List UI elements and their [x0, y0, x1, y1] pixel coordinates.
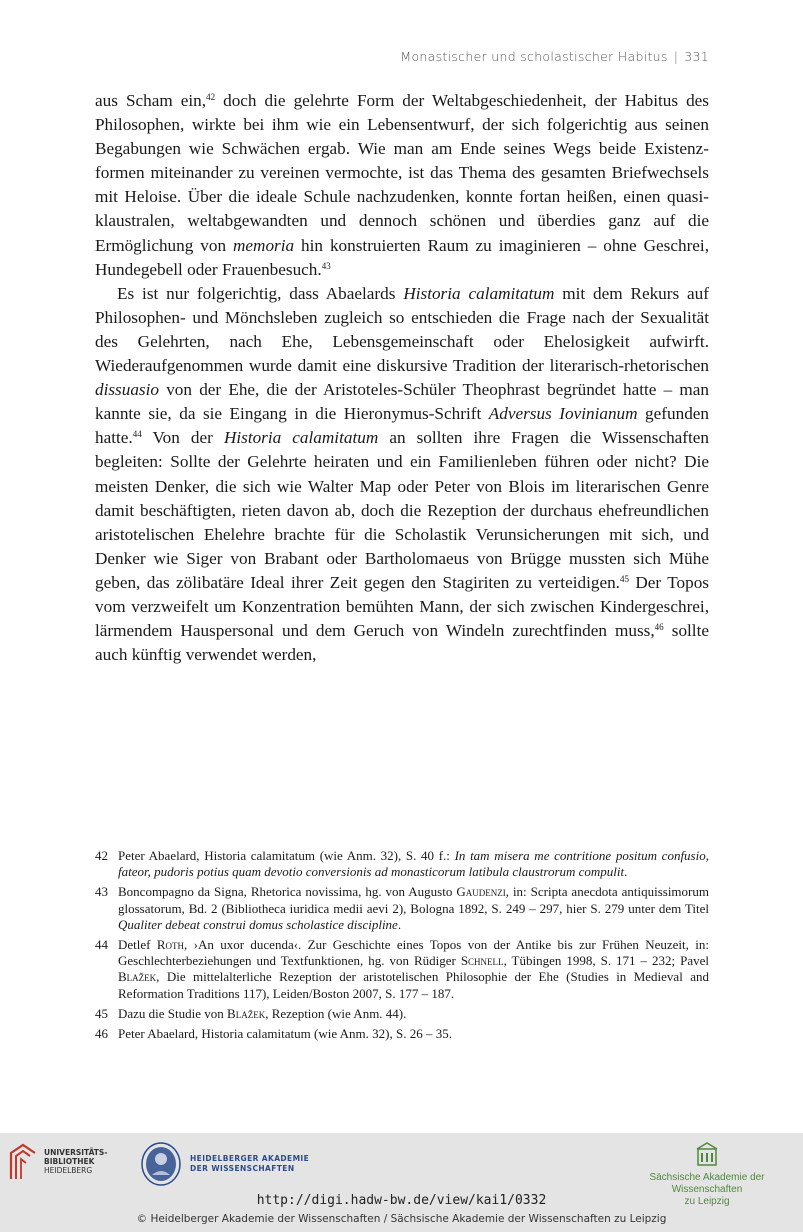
text-run: von der Ehe, die der Aristoteles-Schüler Theophrast begründet hatte – man kannte sie, da sie Eingang in die Hieronymus-Schrift — [95, 380, 709, 424]
text-run: Es ist nur folgerichtig, dass Abaelards — [117, 283, 404, 303]
text-run: gefunden hatte. — [95, 404, 710, 448]
footnote-ref-44[interactable]: 44 — [132, 429, 142, 440]
italic-term: dissuasio — [95, 380, 159, 400]
text-run: aus Scham ein, — [95, 91, 207, 110]
footnote-text: Peter Abaelard, Historia calamitatum (wie Anm. 32), S. 26 – 35. — [118, 1026, 452, 1042]
hadw-seal-icon — [140, 1141, 182, 1187]
text-run: an sollten ihre Fragen die Wissenschaften begleiten: Sollte der Gelehrte heiraten und ein Familienleben führen oder nicht? Die meisten Denker, die sich wie Walter Map oder Peter von Blois im literarischen Genre damit beschäftigten, rieten davon ab, doch die Rezeption der durchaus ehefreundlichen aristotelischen Ehelehre brachte für die Scholastik Verunsicherungen mit sich, und Denker wie Siger von Brabant oder Bartholomaeus von Brügge mussten sich Mühe geben, das zölibatäre Ideal ihrer Zeit gegen den Stagiriten zu verteidigen. — [95, 428, 710, 592]
hadw-logo-line: DER WISSENSCHAFTEN — [190, 1164, 295, 1173]
hadw-logo[interactable] — [140, 1141, 309, 1187]
hadw-logo-line: HEIDELBERGER AKADEMIE — [190, 1154, 310, 1163]
paragraph-1 — [95, 89, 709, 282]
footnote-number: 46 — [95, 1026, 108, 1042]
ub-logo-line: HEIDELBERG — [44, 1165, 93, 1175]
text-run: doch die gelehrte Form der Weltabgeschiedenheit, der Habitus des Philosophen, wirkte bei ihm wie ein Lebensentwurf, der sich folgerichtig aus seinen Begabungen wie Schwächen ergab. Wie man am Ende seines Wegs beide Existenzformen miteinander zu vereinen vermochte, ist das Thema des gesamten Briefwechsels mit Heloise. Über die ideale Schule nachzudenken, konnte fortan heißen, einen quasi-klaustralen, weltabgewandten und dennoch schönen und überdies ganz auf die Ermöglichung von — [95, 91, 709, 255]
paragraph-2 — [95, 282, 709, 668]
saw-logo-line: zu Leipzig — [684, 1196, 730, 1207]
text-run: sollte auch künftig verwendet werden, — [95, 621, 709, 665]
footnote-number: 45 — [95, 1005, 108, 1021]
text-run: Der Topos vom verzweifelt um Konzentration bemühten Mann, der sich zwischen Kindergeschrei, lärmendem Hauspersonal und dem Geruch von Windeln zurechtfinden muss, — [95, 572, 709, 641]
footnotes — [95, 848, 709, 1046]
text-run: mit dem Rekurs auf Philosophen- und Mönchsleben zugleich so entschieden die Frage nach der Sexualität des Gelehrten, nach Ehe, Lebensgemeinschaft oder Ehelosigkeit aufwirft. Wiederaufgenommen wurde damit eine diskursive Tradition der literarisch-rhetorischen — [95, 283, 709, 376]
footnote-42 — [95, 848, 709, 880]
ub-heidelberg-logo-icon — [8, 1141, 38, 1181]
footnote-number: 44 — [95, 937, 108, 953]
header-separator: | — [673, 49, 679, 64]
copyright-notice: © Heidelberger Akademie der Wissenschaften / Sächsische Akademie der Wissenschaften zu Leipzig — [136, 1213, 667, 1225]
italic-title: Historia calamitatum — [403, 283, 555, 303]
footnote-ref-43[interactable]: 43 — [321, 260, 331, 271]
footnote-text: Detlef Roth, ›An uxor ducenda‹. Zur Geschichte eines Topos von der Antike bis zur Frühen Neuzeit, in: Geschlechterbeziehungen und Textfunktionen, hg. von Rüdiger Schnell, Tübingen 1998, S. 171 – 232; Pavel Blažek, Die mittelalterliche Rezeption der aristotelischen Philosophie der Ehe (Studies in Medieval and Reformation Traditions 117), Leiden/Boston 2007, S. 177 – 187. — [118, 937, 709, 1001]
text-run: hin konstruierten Raum zu imaginieren – ohne Geschrei, Hundegebell oder Frauenbesuch. — [95, 235, 709, 279]
main-text — [95, 89, 709, 667]
running-head — [400, 49, 709, 64]
saw-logo-line: Sächsische Akademie der Wissenschaften — [649, 1172, 765, 1195]
footnote-ref-42[interactable]: 42 — [206, 92, 216, 102]
ub-heidelberg-logo[interactable] — [8, 1141, 107, 1181]
saw-building-icon — [696, 1141, 718, 1167]
footnote-text: Dazu die Studie von Blažek, Rezeption (wie Anm. 44). — [118, 1005, 407, 1021]
source-url[interactable]: http://digi.hadw-bw.de/view/kai1/0332 — [256, 1193, 547, 1208]
footnote-ref-46[interactable]: 46 — [654, 622, 664, 633]
footnote-number: 43 — [95, 884, 108, 900]
italic-term: memoria — [233, 235, 295, 255]
text-run: Von der — [141, 428, 224, 448]
footnote-ref-45[interactable]: 45 — [619, 573, 629, 584]
footnote-text: Peter Abaelard, Historia calamitatum (wie Anm. 32), S. 40 f.: In tam misera me contritione positum confusio, fateor, pudoris potius quam devotio conversionis ad monasticorum latibula claustrorum compulit. — [118, 848, 709, 880]
footnote-43 — [95, 884, 709, 933]
italic-title: Historia calamitatum — [223, 428, 379, 448]
footnote-number: 42 — [95, 848, 108, 863]
running-title: Monastischer und scholastischer Habitus — [400, 49, 668, 64]
italic-title: Adversus Iovinianum — [488, 404, 638, 424]
footnote-text: Boncompagno da Signa, Rhetorica novissima, hg. von Augusto Gaudenzi, in: Scripta anecdota antiquissimorum glossatorum, Bd. 2 (Bibliotheca iuridica medii aevi 2), Bologna 1892, S. 249 – 297, hier S. 279 unter dem Titel Qualiter debeat construi domus scholastice discipline. — [118, 884, 709, 932]
ub-logo-line: UNIVERSITÄTS- — [44, 1147, 108, 1157]
footnote-45 — [95, 1006, 709, 1022]
footnote-46 — [95, 1026, 709, 1042]
page-number: 331 — [684, 49, 709, 64]
ub-logo-line: BIBLIOTHEK — [44, 1156, 95, 1166]
footnote-44 — [95, 937, 709, 1002]
